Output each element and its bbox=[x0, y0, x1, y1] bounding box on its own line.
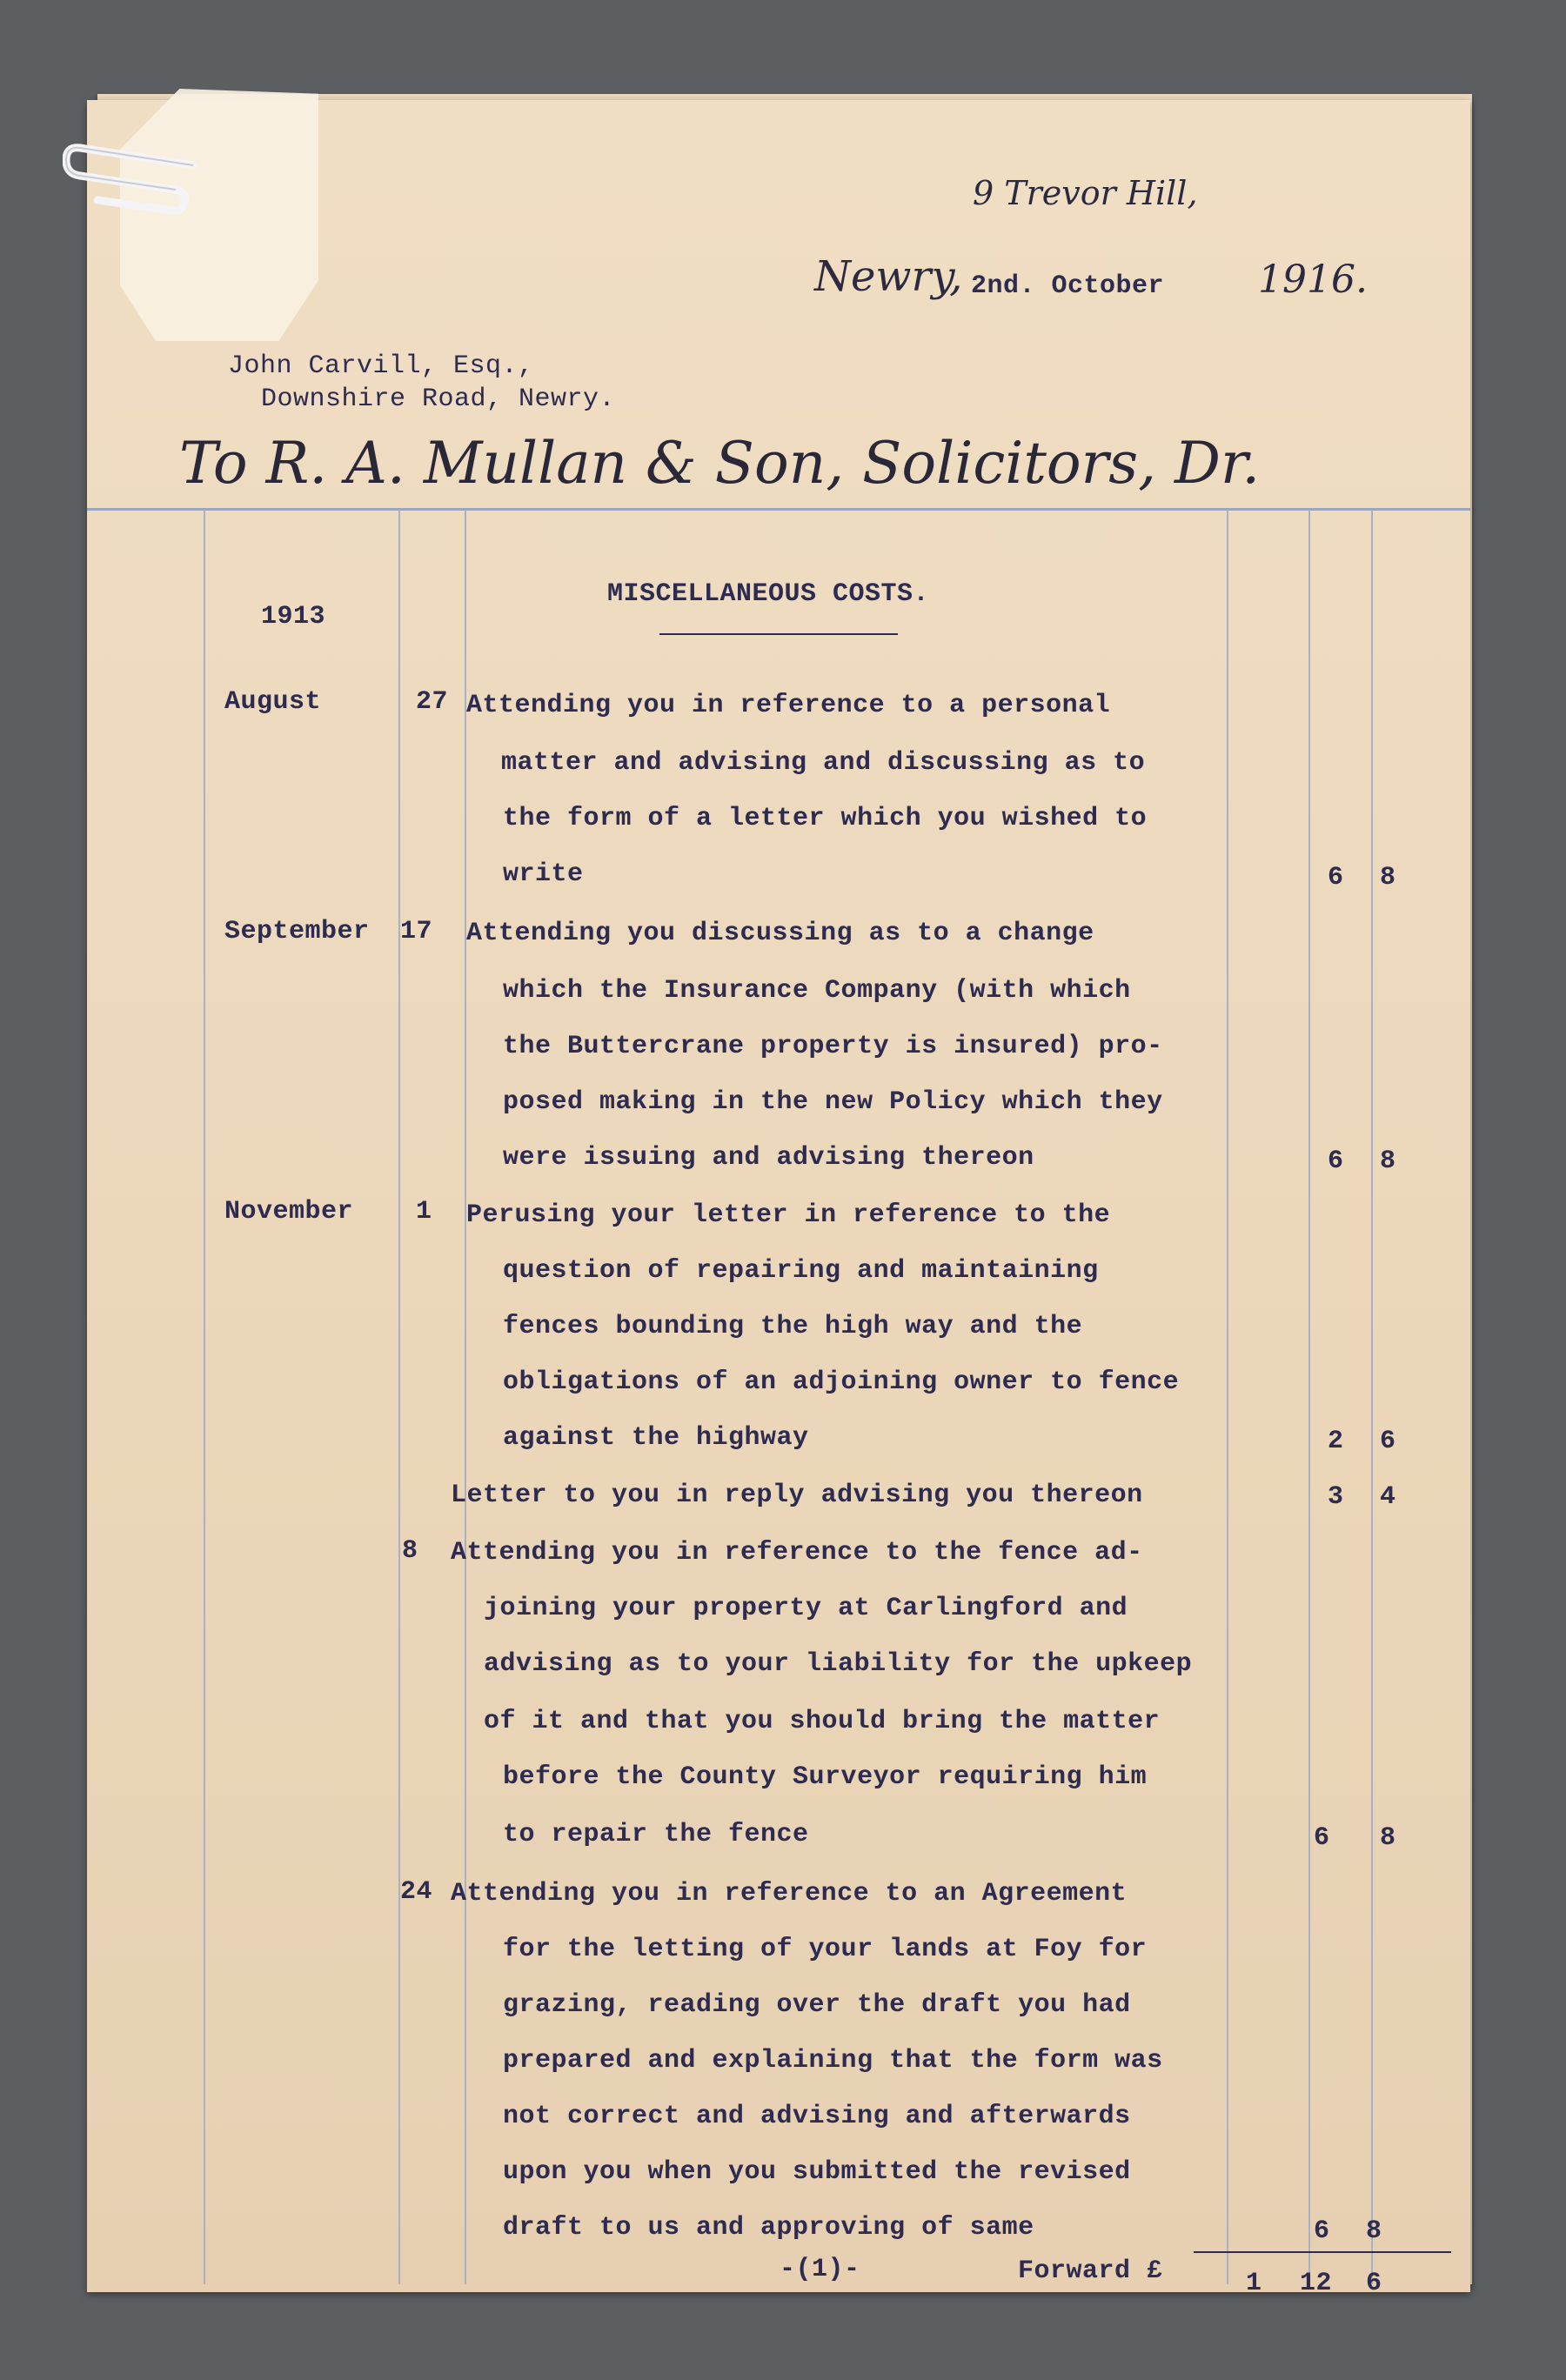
letterhead-place: Newry, bbox=[814, 252, 963, 301]
entry-line: Attending you discussing as to a change bbox=[466, 919, 1094, 948]
entry-line: draft to us and approving of same bbox=[503, 2213, 1034, 2243]
letter-date: 2nd. October bbox=[971, 271, 1165, 301]
amount-shillings: 6 bbox=[1328, 1147, 1344, 1176]
entry-line: matter and advising and discussing as to bbox=[501, 748, 1146, 778]
amount-pence: 8 bbox=[1380, 1823, 1396, 1853]
entry-line: Perusing your letter in reference to the bbox=[466, 1200, 1111, 1230]
entry-line: not correct and advising and afterwards bbox=[503, 2102, 1131, 2131]
forward-pence: 6 bbox=[1366, 2269, 1382, 2298]
entry-line: obligations of an adjoining owner to fence bbox=[503, 1367, 1180, 1397]
amount-shillings: 2 bbox=[1328, 1427, 1344, 1456]
entry-day: 1 bbox=[416, 1197, 432, 1227]
ledger-column-rule bbox=[465, 510, 466, 2284]
entry-day: 24 bbox=[400, 1877, 433, 1907]
recipient-address: Downshire Road, Newry. bbox=[261, 384, 616, 414]
letterhead-address: 9 Trevor Hill, bbox=[973, 174, 1198, 212]
ledger-column-rule bbox=[1371, 510, 1373, 2284]
entry-line: prepared and explaining that the form was bbox=[503, 2046, 1163, 2076]
entry-line: the form of a letter which you wished to bbox=[503, 804, 1148, 833]
ledger-column-rule bbox=[204, 510, 205, 2284]
section-title: MISCELLANEOUS COSTS. bbox=[607, 579, 930, 609]
entry-line: posed making in the new Policy which they bbox=[503, 1087, 1163, 1117]
entry-line: which the Insurance Company (with which bbox=[503, 976, 1131, 1006]
ledger-top-rule bbox=[87, 508, 1470, 511]
entry-line: Attending you in reference to an Agreement bbox=[451, 1879, 1128, 1909]
entry-line: Letter to you in reply advising you thereon bbox=[451, 1481, 1143, 1510]
amount-pence: 4 bbox=[1380, 1482, 1396, 1512]
page-number: -(1)- bbox=[780, 2255, 860, 2284]
entry-line: were issuing and advising thereon bbox=[503, 1143, 1034, 1173]
entry-line: against the highway bbox=[503, 1423, 809, 1453]
entry-line: joining your property at Carlingford and bbox=[484, 1594, 1128, 1623]
entry-month: August bbox=[224, 687, 322, 717]
section-title-underline bbox=[659, 633, 898, 635]
amount-pence: 8 bbox=[1380, 1147, 1396, 1176]
forward-shillings: 12 bbox=[1300, 2269, 1333, 2298]
amount-shillings: 6 bbox=[1314, 2216, 1330, 2246]
entry-line: of it and that you should bring the matter bbox=[484, 1707, 1161, 1736]
entry-line: the Buttercrane property is insured) pro- bbox=[503, 1032, 1163, 1061]
forward-pounds: 1 bbox=[1246, 2269, 1262, 2298]
amount-pence: 8 bbox=[1380, 863, 1396, 892]
amount-shillings: 3 bbox=[1328, 1482, 1344, 1512]
amount-shillings: 6 bbox=[1328, 863, 1344, 892]
ledger-column-rule bbox=[1227, 510, 1228, 2284]
entry-day: 17 bbox=[400, 917, 433, 946]
forward-label: Forward £ bbox=[1018, 2256, 1163, 2286]
entry-line: Attending you in reference to the fence ad- bbox=[451, 1538, 1143, 1568]
entry-day: 27 bbox=[416, 687, 449, 717]
entry-month: September bbox=[224, 917, 370, 946]
year-label: 1913 bbox=[261, 602, 326, 632]
amount-pence: 6 bbox=[1380, 1427, 1396, 1456]
entry-line: upon you when you submitted the revised bbox=[503, 2157, 1131, 2187]
paper-clip-icon bbox=[63, 139, 202, 224]
amount-pence: 8 bbox=[1366, 2216, 1382, 2246]
entry-month: November bbox=[224, 1197, 354, 1227]
entry-line: to repair the fence bbox=[503, 1820, 809, 1849]
ledger-column-rule bbox=[1308, 510, 1310, 2284]
total-rule bbox=[1194, 2251, 1451, 2253]
entry-line: write bbox=[503, 859, 584, 889]
entry-day: 8 bbox=[402, 1536, 418, 1566]
amount-shillings: 6 bbox=[1314, 1823, 1330, 1853]
entry-line: for the letting of your lands at Foy for bbox=[503, 1935, 1148, 1964]
entry-line: fences bounding the high way and the bbox=[503, 1312, 1083, 1341]
recipient-name: John Carvill, Esq., bbox=[228, 351, 534, 381]
entry-line: grazing, reading over the draft you had bbox=[503, 1990, 1131, 2020]
entry-line: advising as to your liability for the upkeep bbox=[484, 1649, 1193, 1679]
entry-line: Attending you in reference to a personal bbox=[466, 691, 1111, 720]
letter-year: 1916. bbox=[1258, 257, 1368, 302]
entry-line: before the County Surveyor requiring him bbox=[503, 1762, 1148, 1792]
firm-heading: To R. A. Mullan & Son, Solicitors, Dr. bbox=[179, 430, 1261, 497]
ledger-column-rule bbox=[398, 510, 400, 2284]
entry-line: question of repairing and maintaining bbox=[503, 1256, 1099, 1286]
